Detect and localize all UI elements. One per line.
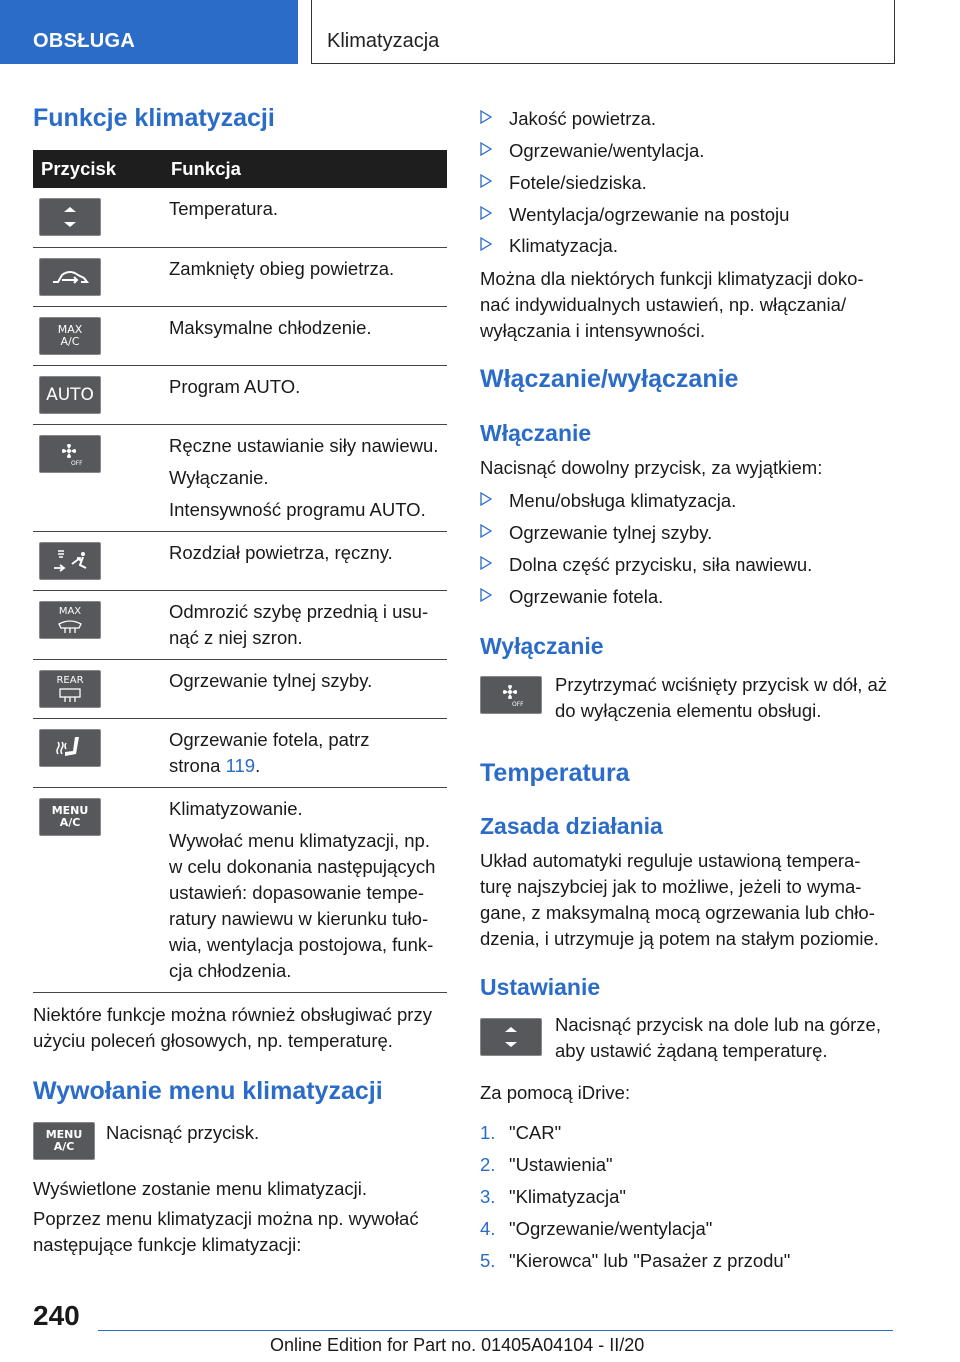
on-title: Włączanie (480, 420, 592, 446)
table-row (33, 531, 447, 590)
principle-title: Zasada działania (480, 813, 663, 839)
temperature-arrows-icon (39, 198, 101, 236)
setting-title: Ustawianie (480, 974, 601, 1000)
principle-text: Układ automatyki reguluje ustawioną tempera- turę najszybciej jak to możliwe, jeżeli to wyma- gane, z maksymalną mocą ogrzewania lub chło- dzenia, i utrzymuje ją potem na stałym poziomie. (480, 850, 879, 949)
max-ac-icon: MAX A/C (39, 317, 101, 355)
functions-table (33, 150, 447, 993)
svg-text:OFF: OFF (512, 701, 524, 707)
menu-press-text: Nacisnąć przycisk. (106, 1122, 260, 1143)
off-text: Przytrzymać wciśnięty przycisk w dół, aż do wyłączenia elementu obsługi. (555, 674, 888, 721)
functions-title: Funkcje klimatyzacji (33, 104, 275, 132)
col-header-function: Funkcja (169, 150, 447, 188)
row-text: Ogrzewanie fotela, patrz strona 119. (169, 728, 370, 776)
menu-ac-icon: MENU A/C (33, 1122, 95, 1160)
row-text: Wywołać menu klimatyzacji, np. w celu dokonania następujących ustawień: dopasowanie tempe- ratury nawiewu w kierunku tuło- wia, wentylacja postojowa, funk- cja chłodzenia. (169, 829, 436, 981)
col-header-button: Przycisk (33, 150, 169, 188)
row-text: Odmrozić szybę przednią i usu- nąć z niej szron. (169, 600, 429, 648)
table-row (33, 424, 447, 531)
svg-text:OFF: OFF (71, 459, 83, 466)
menu-ac-icon: MENU A/C (39, 798, 101, 836)
fan-off-icon (39, 435, 101, 473)
table-row (33, 787, 447, 992)
menu-shown-text: Wyświetlone zostanie menu klimatyzacji. (33, 1178, 367, 1199)
individual-settings-text: Można dla niektórych funkcji klimatyzacji doko- nać indywidualnych ustawień, np. włączania/ wyłączania i intensywności. (480, 268, 864, 341)
row-text: Rozdział powietrza, ręczny. (169, 541, 393, 563)
recirculation-icon (39, 258, 101, 296)
on-text: Nacisnąć dowolny przycisk, za wyjątkiem: (480, 457, 823, 478)
page-link[interactable]: 119 (225, 754, 256, 776)
setting-text: Nacisnąć przycisk na dole lub na górze, aby ustawić żądaną temperaturę. (555, 1014, 881, 1061)
row-text: Ogrzewanie tylnej szyby. (169, 669, 373, 691)
table-row (33, 247, 447, 306)
seat-heating-icon (39, 729, 101, 767)
row-text: Intensywność programu AUTO. (169, 498, 426, 520)
table-row (33, 659, 447, 718)
chapter-label: Klimatyzacja (327, 30, 440, 52)
max-defrost-icon: MAX (39, 601, 101, 639)
chapter-tab (311, 0, 895, 64)
voice-note: Niektóre funkcje można również obsługiwać przy użyciu poleceń głosowych, np. temperaturę. (33, 1004, 432, 1051)
row-text: Ręczne ustawianie siły nawiewu. (169, 434, 439, 456)
row-text: Zamknięty obieg powietrza. (169, 257, 395, 279)
temperature-title: Temperatura (480, 759, 630, 787)
footer-divider (98, 1330, 893, 1331)
air-distribution-icon (39, 542, 101, 580)
auto-icon: AUTO (39, 376, 101, 414)
fan-off-icon (480, 676, 542, 714)
table-row (33, 718, 447, 787)
menu-section-title: Wywołanie menu klimatyzacji (33, 1077, 383, 1105)
off-title: Wyłączanie (480, 633, 604, 659)
temperature-arrows-icon (480, 1018, 542, 1056)
row-text: Program AUTO. (169, 375, 301, 397)
menu-functions-text: Poprzez menu klimatyzacji można np. wywołać następujące funkcje klimatyzacji: (33, 1208, 419, 1255)
row-text: Maksymalne chłodzenie. (169, 316, 372, 338)
row-text: Temperatura. (169, 198, 278, 219)
section-tab (0, 0, 298, 64)
row-text: Klimatyzowanie. (169, 797, 303, 819)
idrive-text: Za pomocą iDrive: (480, 1082, 631, 1103)
table-row (33, 590, 447, 659)
row-text: Wyłączanie. (169, 466, 269, 488)
rear-defrost-icon: REAR (39, 670, 101, 708)
table-row (33, 188, 447, 247)
section-label: OBSŁUGA (33, 30, 136, 52)
edition-text: Online Edition for Part no. 01405A04104 - II/20 (270, 1335, 645, 1355)
table-row (33, 306, 447, 365)
page-number: 240 (33, 1300, 80, 1331)
table-row (33, 365, 447, 424)
onoff-title: Włączanie/wyłączanie (480, 365, 739, 393)
